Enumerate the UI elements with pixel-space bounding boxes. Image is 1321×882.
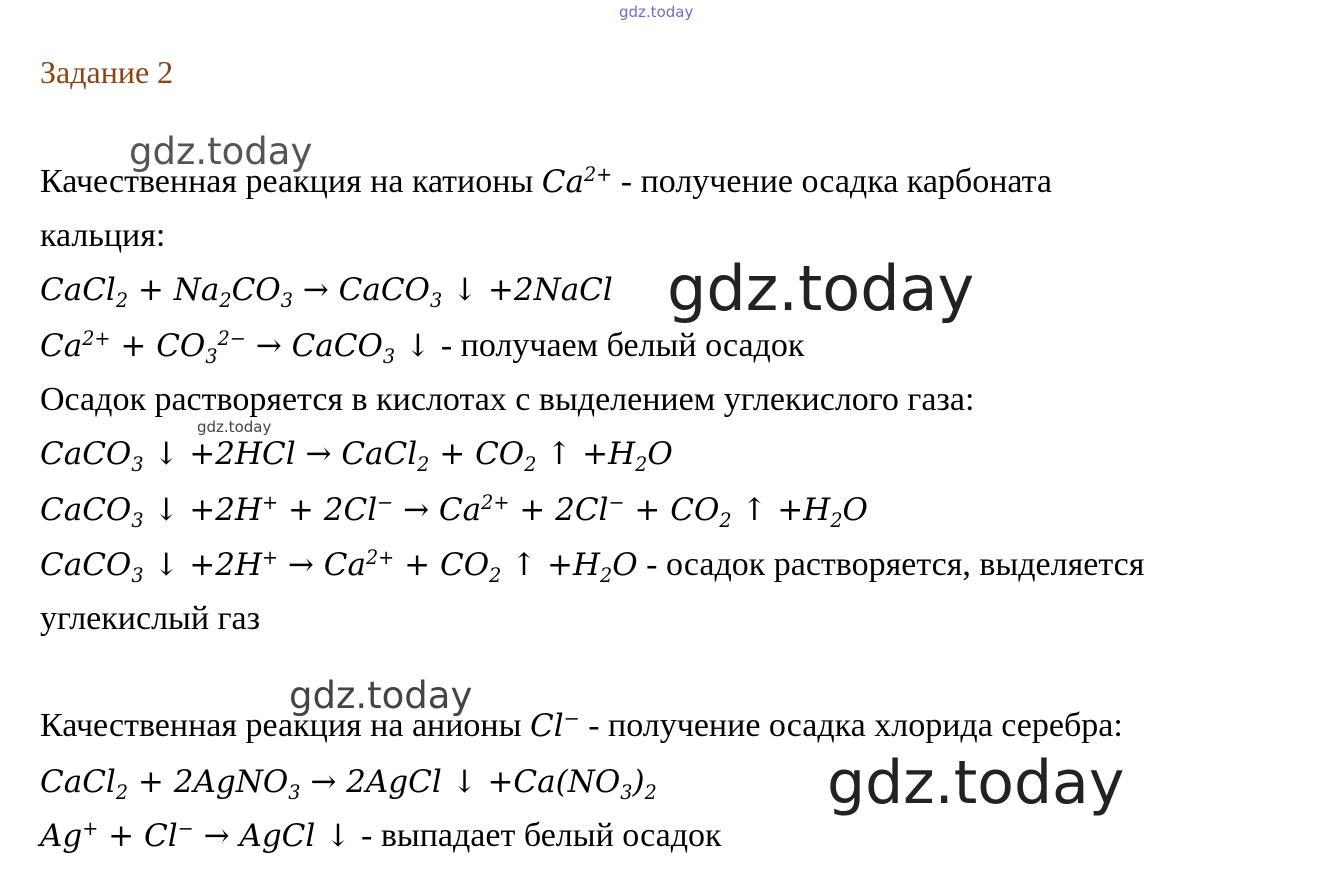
- task-title: Задание 2: [40, 54, 174, 90]
- text-intro-calcium-cont: кальция:: [40, 217, 166, 254]
- equation-6: CaCl$_2$ + 2AgNO$_3$ → 2AgCl ↓ $+Ca(NO_3)_2$: [40, 764, 657, 804]
- watermark: gdz.today: [289, 674, 473, 717]
- text-co2: углекислый газ: [40, 600, 261, 637]
- watermark: gdz.today: [197, 418, 272, 436]
- equation-4: CaCO$_3$ ↓ $+2H^+ + 2Cl^- \to Ca^{2+} + 2Cl^- + CO_2$ ↑ $+H_2O$: [40, 491, 868, 532]
- watermark-top: gdz.today: [619, 3, 694, 21]
- equation-1: CaCl$_2$ + $Na_2CO_3$ → CaCO$_3$ ↓ +2NaCl: [40, 272, 613, 312]
- equation-5: CaCO$_3$ ↓ $+2H^+ \to Ca^{2+} + CO_2$ ↑ $+H_2O$ - осадок растворяется, выделяется: [40, 546, 1145, 587]
- equation-3: CaCO$_3$ ↓ +2HCl → CaCl$_2$ + $CO_2$ ↑ $+H_2O$: [40, 436, 673, 476]
- watermark: gdz.today: [667, 252, 975, 325]
- text-intro-chloride: Качественная реакция на анионы Cl− - получение осадка хлорида серебра:: [40, 707, 1123, 744]
- text-intro-calcium: Качественная реакция на катионы $Ca^{2+}$ - получение осадка карбоната: [40, 163, 1052, 200]
- watermark: gdz.today: [827, 748, 1125, 818]
- equation-2: $Ca^{2+} + CO_3^{2-}$ → CaCO$_3$ ↓ - получаем белый осадок: [40, 327, 805, 368]
- equation-7: Ag+ + Cl− → AgCl ↓ - выпадает белый осадок: [40, 817, 722, 854]
- text-dissolves: Осадок растворяется в кислотах с выделением углекислого газа:: [40, 381, 975, 418]
- watermark: gdz.today: [129, 130, 313, 173]
